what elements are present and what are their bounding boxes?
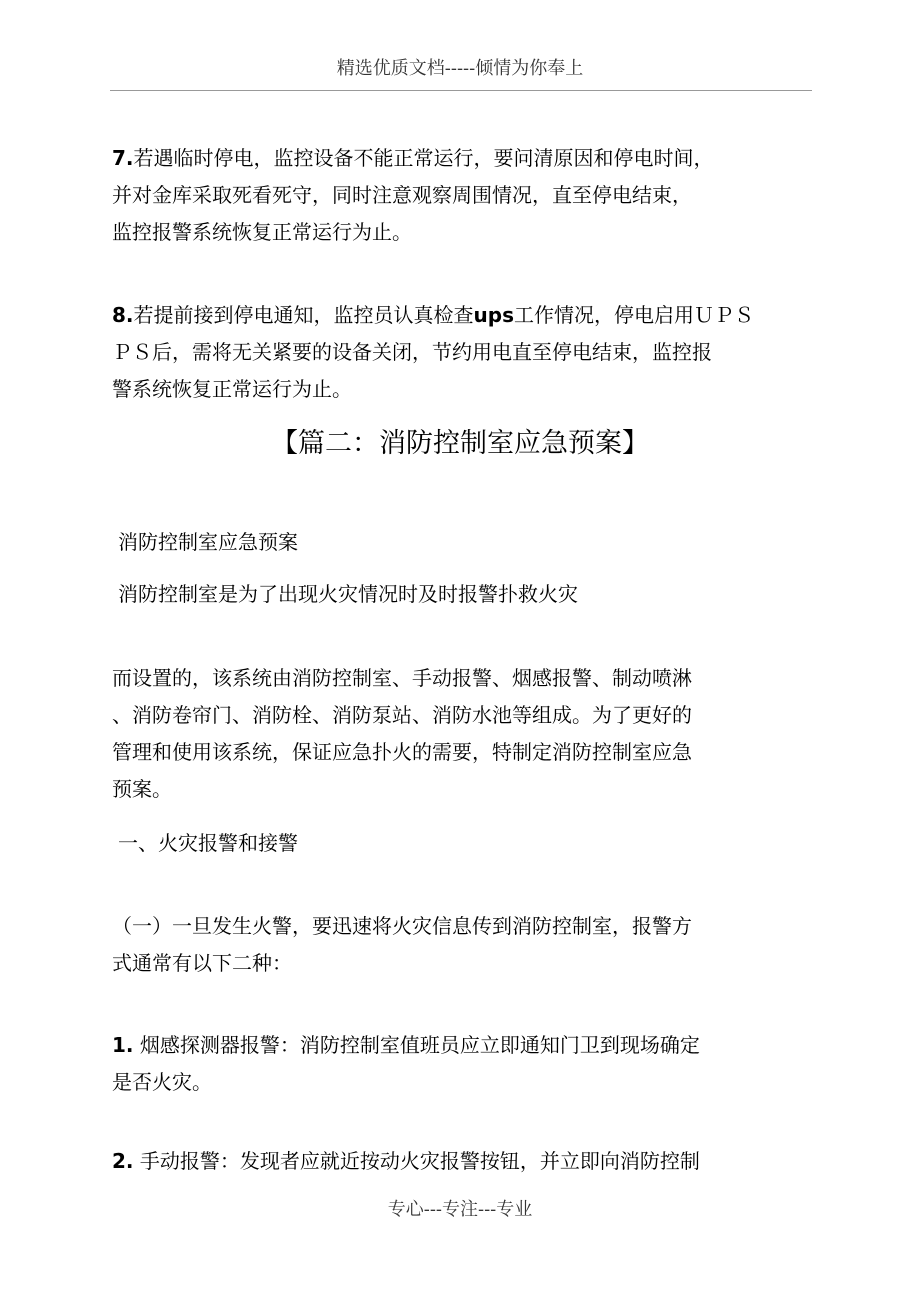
section-8-line-1 bbox=[112, 297, 814, 334]
page-header: 精选优质文档-----倾情为你奉上 bbox=[336, 58, 584, 79]
section-7-paragraph bbox=[112, 140, 814, 251]
section-7-line-1 bbox=[112, 140, 814, 177]
section-8-ups-term: ups bbox=[473, 303, 514, 327]
part-2-body-paragraph bbox=[112, 660, 814, 808]
section-7-number: 7. bbox=[112, 146, 134, 170]
section-8-line-2: ＰＳ后，需将无关紧要的设备关闭，节约用电直至停电结束，监控报 bbox=[112, 340, 712, 364]
item-1-line-2: 是否火灾。 bbox=[112, 1070, 212, 1094]
body-line-3: 管理和使用该系统，保证应急扑火的需要，特制定消防控制室应急 bbox=[112, 740, 692, 764]
subsection-1-paragraph bbox=[112, 908, 814, 982]
part-2-subtitle: 消防控制室应急预案 bbox=[118, 530, 298, 554]
part-2-title: 【篇二：消防控制室应急预案】 bbox=[271, 428, 649, 459]
item-1-text-1: 烟感探测器报警：消防控制室值班员应立即通知门卫到现场确定 bbox=[133, 1033, 700, 1057]
header-divider bbox=[110, 90, 812, 91]
item-2-line-1 bbox=[112, 1143, 814, 1180]
section-8-paragraph bbox=[112, 297, 814, 408]
section-8-text-1b: 工作情况，停电启用ＵＰＳ bbox=[513, 303, 754, 327]
item-2-number: 2. bbox=[112, 1149, 134, 1173]
section-7-line-3: 监控报警系统恢复正常运行为止。 bbox=[112, 220, 412, 244]
item-1-line-1 bbox=[112, 1027, 814, 1064]
item-1-paragraph bbox=[112, 1027, 814, 1101]
section-7-text-1: 若遇临时停电，监控设备不能正常运行，要问清原因和停电时间， bbox=[133, 146, 714, 170]
page-footer: 专心---专注---专业 bbox=[387, 1199, 533, 1220]
body-line-1: 而设置的，该系统由消防控制室、手动报警、烟感报警、制动喷淋 bbox=[112, 666, 692, 690]
body-line-4: 预案。 bbox=[112, 777, 172, 801]
item-1-number: 1. bbox=[112, 1033, 134, 1057]
section-8-text-1a: 若提前接到停电通知，监控员认真检查 bbox=[133, 303, 474, 327]
part-2-intro: 消防控制室是为了出现火灾情况时及时报警扑救火灾 bbox=[118, 582, 578, 606]
section-7-line-2: 并对金库采取死看死守，同时注意观察周围情况，直至停电结束， bbox=[112, 183, 692, 207]
subsection-1-line-2: 式通常有以下二种： bbox=[112, 951, 292, 975]
heading-fire-alarm: 一、火灾报警和接警 bbox=[118, 831, 298, 855]
section-8-number: 8. bbox=[112, 303, 134, 327]
section-8-line-3: 警系统恢复正常运行为止。 bbox=[112, 377, 352, 401]
body-line-2: 、消防卷帘门、消防栓、消防泵站、消防水池等组成。为了更好的 bbox=[112, 703, 692, 727]
item-2-text-1: 手动报警：发现者应就近按动火灾报警按钮，并立即向消防控制 bbox=[133, 1149, 700, 1173]
item-2-paragraph bbox=[112, 1143, 814, 1180]
subsection-1-line-1: （一）一旦发生火警，要迅速将火灾信息传到消防控制室，报警方 bbox=[112, 914, 692, 938]
